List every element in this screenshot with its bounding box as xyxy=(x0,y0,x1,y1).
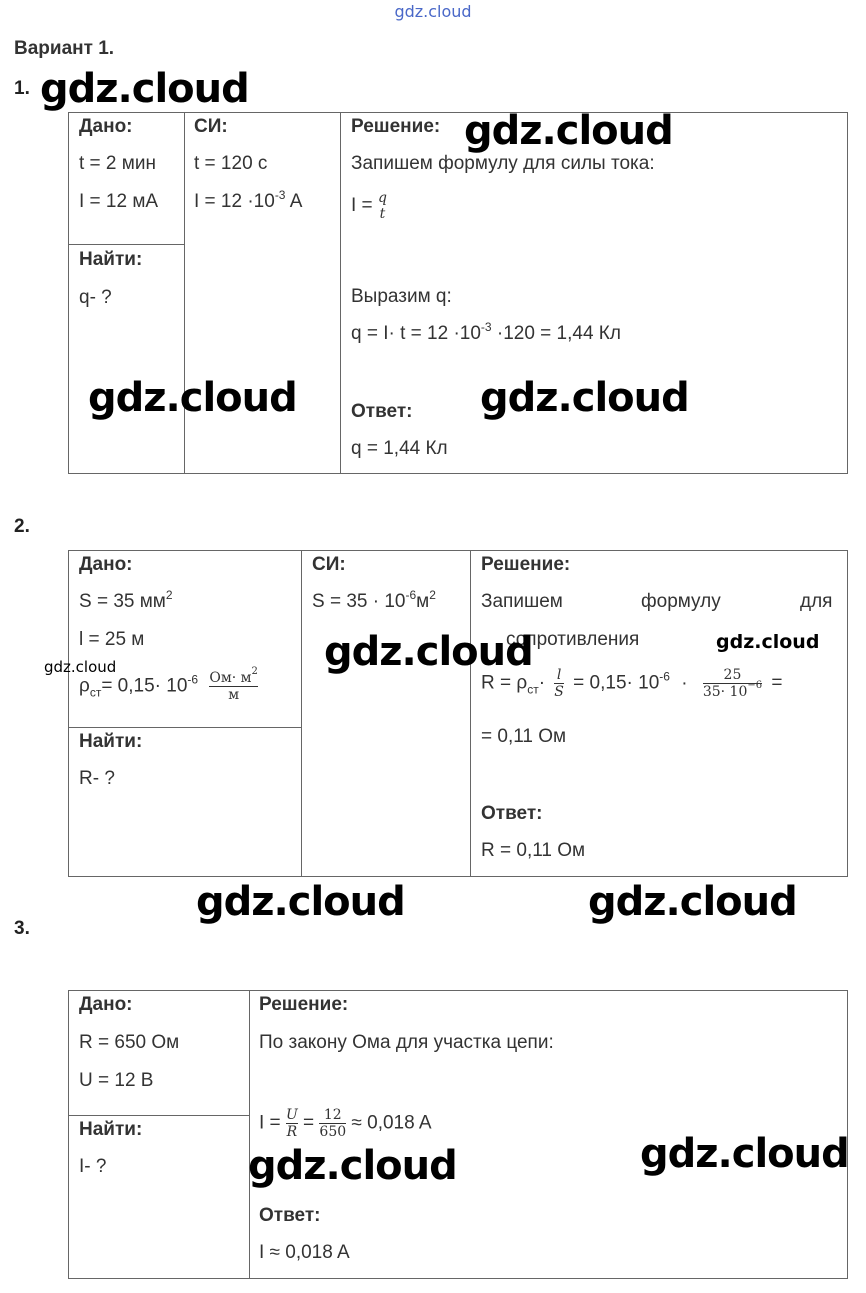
problem-1-divider-2 xyxy=(340,112,341,474)
problem-2-solution-header: Решение: xyxy=(481,554,571,575)
problem-2-value-fraction: $\frac{25}{35\cdot 10^{-6}}$ xyxy=(702,667,763,700)
problem-1-given-separator xyxy=(68,244,184,245)
problem-3-given-resistance: R = 650 Ом xyxy=(79,1032,180,1053)
variant-title: Вариант 1. xyxy=(14,38,115,59)
problem-2-find-header: Найти: xyxy=(79,731,143,752)
problem-3-find: I- ? xyxy=(79,1156,107,1177)
problem-1-express: Выразим q: xyxy=(351,286,452,307)
problem-3-given-header: Дано: xyxy=(79,994,133,1015)
problem-2-divider-2 xyxy=(470,550,471,877)
problem-1-si-header: СИ: xyxy=(194,116,228,137)
problem-1-number: 1. xyxy=(14,78,30,99)
problem-1-calculation: $q = I\cdot t = 12 \cdot 10^{-3} \cdot 120 = 1,44$ Кл xyxy=(351,320,621,344)
problem-3-u-over-r-fraction: $\frac{U}{R}$ xyxy=(285,1107,298,1140)
problem-3-answer: I ≈ 0,018 A xyxy=(259,1242,350,1263)
problem-1-si-current: $I = 12 \cdot 10^{-3}$ A xyxy=(194,188,303,212)
problem-1-solution-header: Решение: xyxy=(351,116,441,137)
problem-2-divider-1 xyxy=(301,550,302,877)
problem-2-solution-intro-word-1: Запишем xyxy=(481,591,563,612)
problem-2-result: = 0,11 Ом xyxy=(481,726,567,747)
problem-2-given-resistivity: $\rho_{ст}= 0,15\cdot 10^{-6}$ $\frac{Ом\cdot м^2}{м}$ xyxy=(79,666,258,703)
problem-2-solution-intro-word-3: для xyxy=(800,591,833,612)
watermark: gdz.cloud xyxy=(640,1131,849,1177)
watermark: gdz.cloud xyxy=(324,629,533,675)
problem-3-given-separator xyxy=(68,1115,249,1116)
problem-1-formula: I = q t xyxy=(351,190,387,222)
problem-2-answer-header: Ответ: xyxy=(481,803,543,824)
problem-1-answer: q = 1,44 Кл xyxy=(351,438,448,459)
problem-2-answer: R = 0,11 Ом xyxy=(481,840,586,861)
problem-1-solution-intro: Запишем формулу для силы тока: xyxy=(351,153,655,174)
problem-1-given-current: I = 12 мА xyxy=(79,191,159,212)
problem-2-resistivity-unit-fraction: $\frac{Ом\cdot м^2}{м}$ xyxy=(209,666,258,703)
problem-3-given-voltage: U = 12 В xyxy=(79,1070,154,1091)
problem-3-number: 3. xyxy=(14,918,30,939)
problem-1-given-header: Дано: xyxy=(79,116,133,137)
problem-1-find-header: Найти: xyxy=(79,249,143,270)
problem-2-given-separator xyxy=(68,727,301,728)
problem-2-find: R- ? xyxy=(79,768,115,789)
watermark: gdz.cloud xyxy=(196,879,405,925)
watermark: gdz.cloud xyxy=(716,631,820,653)
watermark-top: gdz.cloud xyxy=(394,2,472,21)
problem-2-given-length: l = 25 м xyxy=(79,629,145,650)
problem-2-solution-intro-line-2: сопротивления xyxy=(506,629,640,650)
problem-1-formula-fraction: q t xyxy=(377,190,387,222)
problem-1-find: q- ? xyxy=(79,287,112,308)
problem-2-given-area: S = 35 $мм^2$ xyxy=(79,588,173,612)
watermark: gdz.cloud xyxy=(88,375,297,421)
problem-1-si-time: t = 120 с xyxy=(194,153,268,174)
problem-2-solution-intro-word-2: формулу xyxy=(641,591,721,612)
problem-1-given-time: t = 2 мин xyxy=(79,153,156,174)
problem-1-answer-header: Ответ: xyxy=(351,401,413,422)
problem-2-number: 2. xyxy=(14,516,30,537)
watermark: gdz.cloud xyxy=(588,879,797,925)
problem-2-calculation: $R = \rho_{ст}\cdot$ $\frac{l}{S}$ = $0,15\cdot 10^{-6}$ · $\frac{25}{35\cdot 10^{-6}}$ = xyxy=(481,667,783,700)
problem-2-l-over-s-fraction: $\frac{l}{S}$ xyxy=(554,667,564,700)
watermark: gdz.cloud xyxy=(248,1143,457,1189)
problem-3-solution-header: Решение: xyxy=(259,994,349,1015)
watermark: gdz.cloud xyxy=(40,66,249,112)
watermark: gdz.cloud xyxy=(464,108,673,154)
watermark: gdz.cloud xyxy=(44,658,117,676)
problem-3-divider xyxy=(249,990,250,1279)
problem-2-given-header: Дано: xyxy=(79,554,133,575)
problem-3-value-fraction: $\frac{12}{650}$ xyxy=(319,1107,347,1140)
problem-2-table xyxy=(68,550,848,877)
problem-3-formula: I = $\frac{U}{R}$ = $\frac{12}{650}$ ≈ 0,018 A xyxy=(259,1107,432,1140)
watermark: gdz.cloud xyxy=(480,375,689,421)
problem-2-si-header: СИ: xyxy=(312,554,346,575)
problem-3-solution-intro: По закону Ома для участка цепи: xyxy=(259,1032,554,1053)
problem-2-si-area: $S = 35 \cdot 10^{-6}м^2$ xyxy=(312,588,436,612)
problem-3-find-header: Найти: xyxy=(79,1119,143,1140)
problem-3-answer-header: Ответ: xyxy=(259,1205,321,1226)
